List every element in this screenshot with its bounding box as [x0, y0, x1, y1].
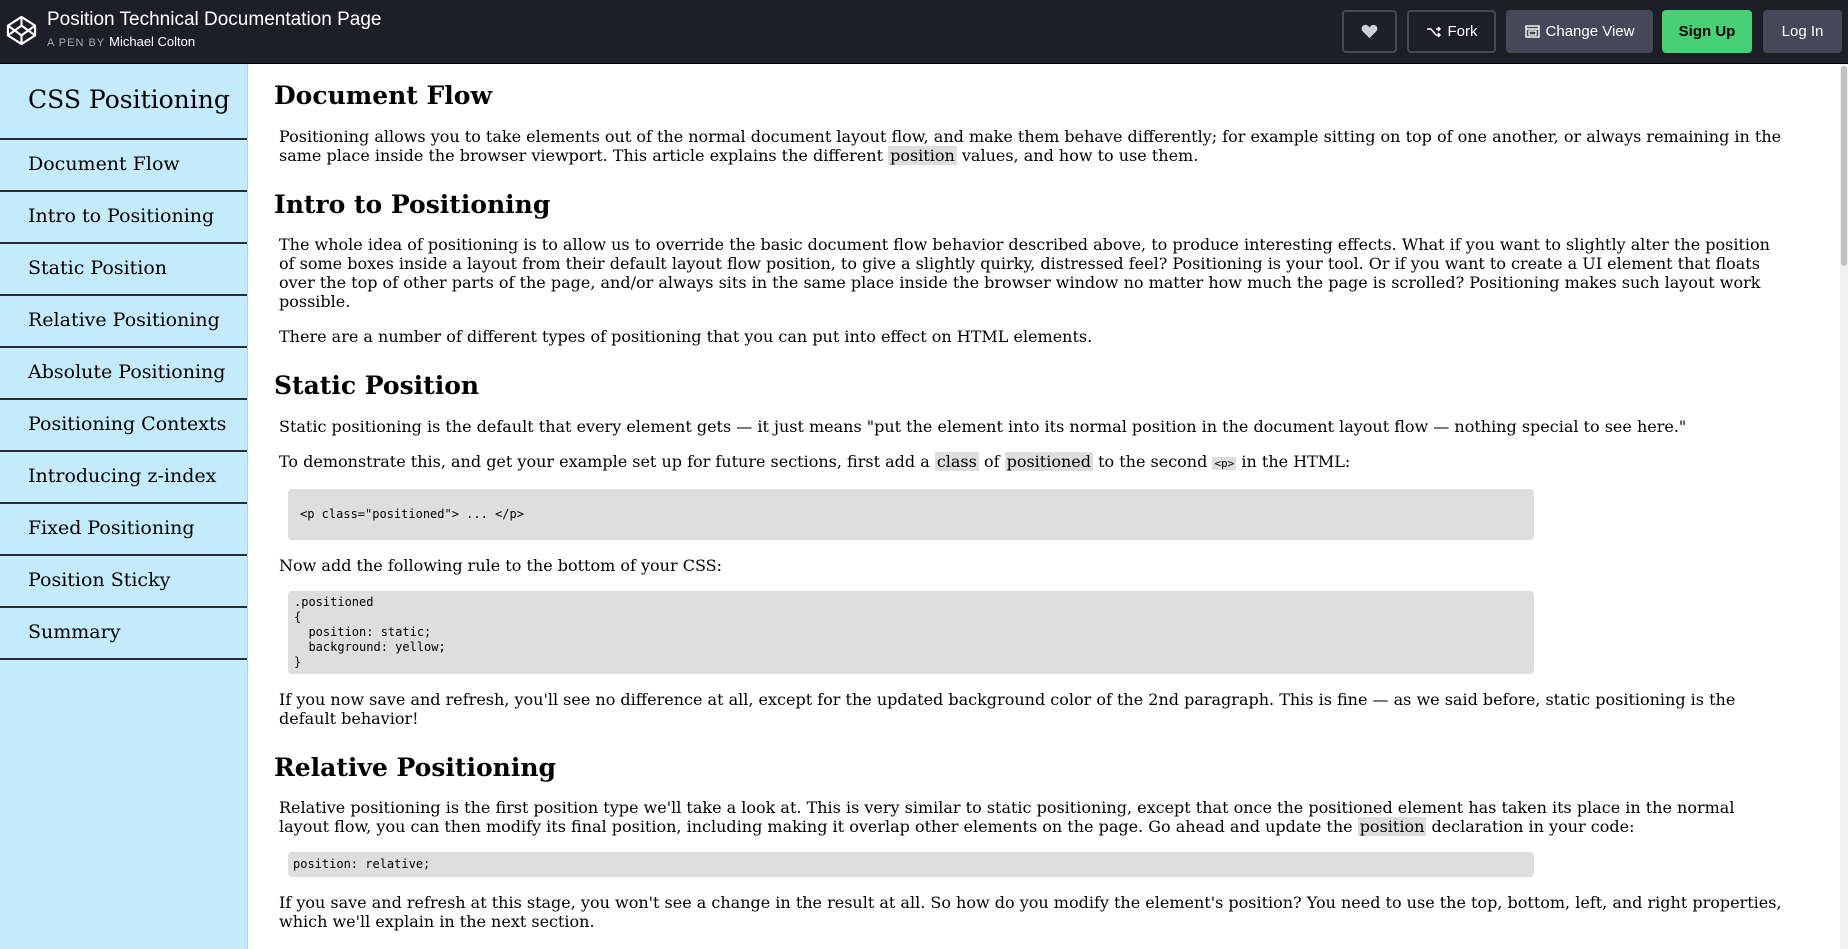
nav-link-document-flow[interactable]: Document Flow — [0, 140, 247, 192]
page-scrollbar-thumb[interactable] — [1841, 66, 1847, 266]
log-in-button[interactable]: Log In — [1763, 10, 1842, 53]
paragraph: There are a number of different types of positioning that you can put into effect on HTML elements. — [279, 327, 1093, 346]
text-run: Positioning allows you to take elements out of the normal document layout flow, and make them behave differently; for example sitting on top of one another, or always remaining in the same place inside the browser viewport. This article explains the different — [279, 126, 1782, 165]
section-heading: Static Position — [274, 371, 480, 400]
navbar-title: CSS Positioning — [0, 64, 247, 140]
fork-label: Fork — [1447, 23, 1478, 40]
text-run: declaration in your code: — [1426, 817, 1635, 836]
main-doc — [248, 64, 1848, 949]
navbar — [0, 64, 248, 949]
paragraph — [279, 127, 1789, 165]
change-view-label: Change View — [1545, 23, 1635, 40]
nav-link-introducing-z-index[interactable]: Introducing z-index — [0, 452, 247, 504]
section-document-flow — [274, 80, 1794, 165]
nav-link-static-position[interactable]: Static Position — [0, 244, 247, 296]
change-view-button[interactable] — [1506, 10, 1653, 53]
heart-button[interactable] — [1342, 10, 1397, 53]
text-run: Relative positioning is the first position type we'll take a look at. This is very similar to static positioning, except that once the positioned element has taken its place in the normal layout flow, you can then modify its final position, including making it overlap other elements on the page. Go ahead and update the — [279, 798, 1735, 836]
code-block: <p class="positioned"> ... </p> — [288, 489, 1534, 540]
paragraph: The whole idea of positioning is to allow us to override the basic document flow behavior described above, to produce interesting effects. What if you want to slightly alter the position of some boxes inside a layout from their default layout flow position, to give a slightly quirky, distressed feel? Positioning is your tool. Or if you want to create a UI element that floats over the top of other parts of the page, and/or always sits in the same place inside the browser window no matter how much the page is scrolled? Positioning makes such layout work possible. — [279, 235, 1770, 311]
nav-link-intro-to-positioning[interactable]: Intro to Positioning — [0, 192, 247, 244]
text-run: of — [978, 451, 1005, 471]
code-block: .positioned { position: static; background: yellow; } — [288, 591, 1534, 674]
text-run: values, and how to use them. — [956, 145, 1199, 165]
paragraph: Static positioning is the default that every element gets — it just means "put the element into its normal position in the document layout flow — nothing special to see here." — [279, 416, 1687, 436]
paragraph — [279, 452, 1789, 473]
codepen-logo-icon[interactable] — [6, 15, 37, 46]
nav-link-absolute-positioning[interactable]: Absolute Positioning — [0, 348, 247, 400]
fork-icon — [1426, 26, 1442, 38]
paragraph: If you save and refresh at this stage, you won't see a change in the result at all. So how do you modify the element's position? You need to use the top, bottom, left, and right properties, which we'll explain in the next section. — [279, 893, 1782, 931]
paragraph — [279, 798, 1789, 836]
paragraph: If you now save and refresh, you'll see no difference at all, except for the updated background color of the 2nd paragraph. This is fine — as we said before, static positioning is the default behavior! — [279, 689, 1736, 728]
text-run: to the second — [1093, 451, 1213, 471]
layout-icon — [1525, 25, 1540, 38]
pen-by-label: A PEN BY — [47, 37, 106, 49]
inline-code: <p> — [1214, 456, 1235, 470]
section-relative-positioning — [274, 752, 1794, 932]
pen-author-link[interactable]: Michael Colton — [109, 34, 196, 49]
paragraph: Now add the following rule to the bottom of your CSS: — [279, 555, 722, 575]
code-block: position: relative; — [288, 852, 1534, 877]
pen-title: Position Technical Documentation Page — [47, 9, 382, 30]
text-run: in the HTML: — [1236, 451, 1351, 471]
inline-code: position — [890, 145, 955, 165]
heart-icon — [1361, 24, 1378, 39]
section-static-position — [274, 370, 1794, 728]
nav-link-relative-positioning[interactable]: Relative Positioning — [0, 296, 247, 348]
fork-button[interactable] — [1407, 10, 1496, 53]
nav-link-position-sticky[interactable]: Position Sticky — [0, 556, 247, 608]
text-run: To demonstrate this, and get your example set up for future sections, first add a — [279, 451, 935, 471]
section-heading: Relative Positioning — [274, 752, 556, 782]
section-heading: Intro to Positioning — [274, 189, 551, 219]
sign-up-button[interactable]: Sign Up — [1662, 10, 1752, 53]
nav-link-positioning-contexts[interactable]: Positioning Contexts — [0, 400, 247, 452]
nav-link-fixed-positioning[interactable]: Fixed Positioning — [0, 504, 247, 556]
nav-link-summary[interactable]: Summary — [0, 608, 247, 660]
section-intro-to-positioning — [274, 189, 1794, 347]
inline-code: class — [936, 451, 977, 471]
nav-list — [0, 140, 247, 660]
inline-code: positioned — [1006, 451, 1091, 471]
pen-byline — [47, 34, 195, 49]
codepen-header — [0, 0, 1848, 64]
section-heading: Document Flow — [274, 81, 492, 110]
inline-code: position — [1359, 817, 1425, 836]
